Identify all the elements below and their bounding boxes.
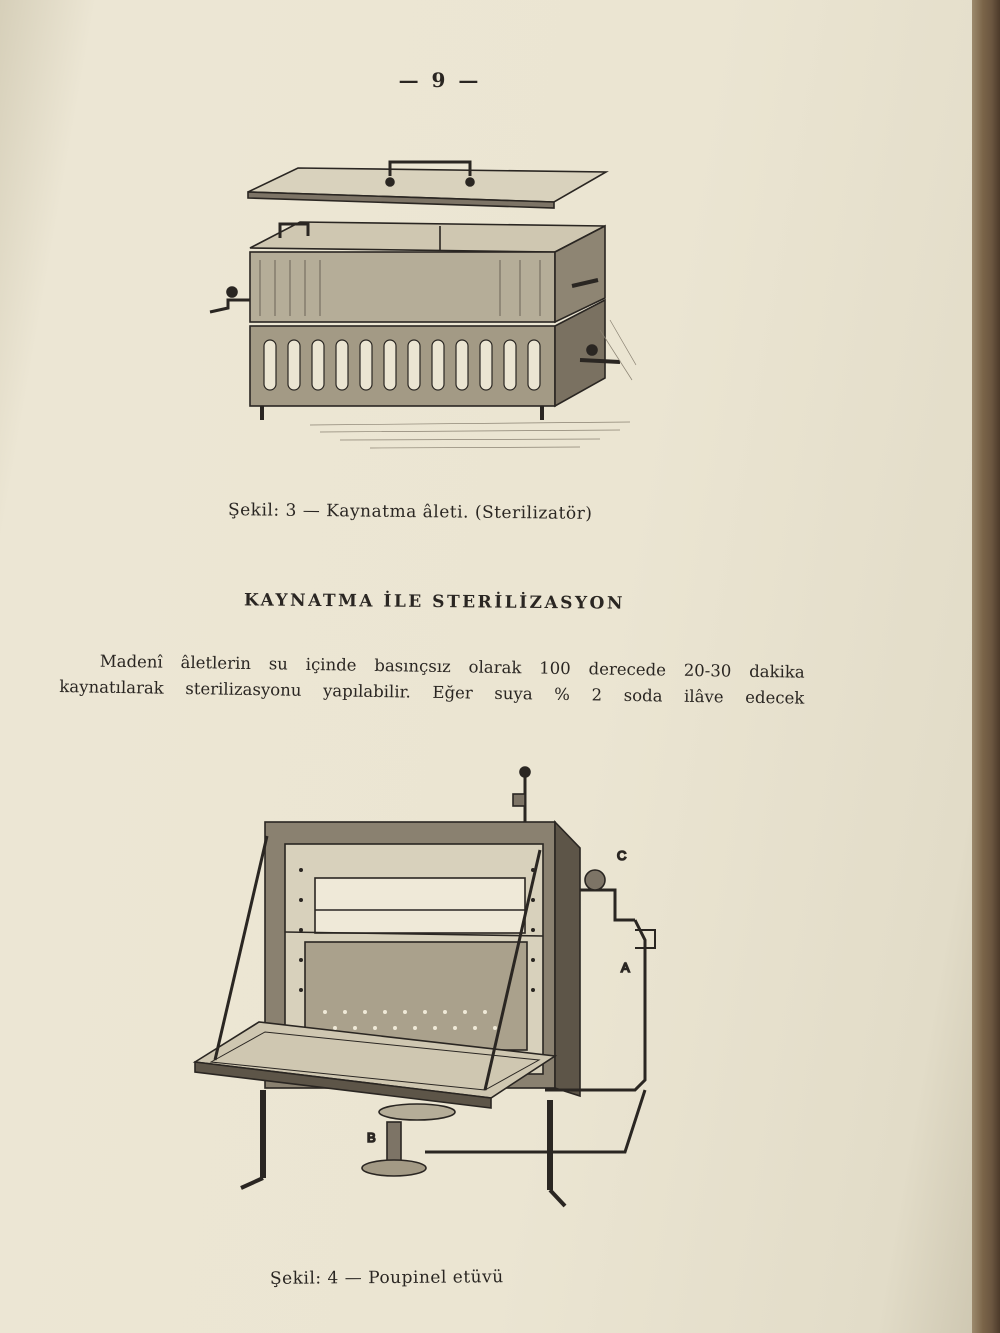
label-c: C [617, 848, 627, 863]
poupinel-oven-illustration [155, 760, 665, 1210]
label-b: B [367, 1130, 376, 1145]
figure-3-text: Kaynatma âleti. (Sterilizatör) [326, 501, 593, 524]
figure-4-text: Poupinel etüvü [368, 1267, 504, 1289]
figure-4-dash: — [344, 1268, 363, 1289]
body-line-2: kaynatılarak sterilizasyonu yapılabilir. Eğer suya % 2 soda ilâve edecek [59, 676, 805, 708]
body-line-1: Madenî âletlerin su içinde basınçsız olarak 100 derecede 20-30 dakika [99, 651, 805, 682]
label-a: A [621, 960, 630, 975]
section-title: KAYNATMA İLE STERİLİZASYON [243, 590, 626, 614]
page-number: — 9 — [398, 68, 482, 92]
figure-3-dash: — [302, 500, 321, 522]
figure-3-label: Şekil: 3 [227, 500, 297, 521]
figure-4-label: Şekil: 4 [269, 1268, 339, 1289]
book-spine [972, 0, 1000, 1333]
sterilizer-illustration [200, 150, 640, 470]
figure-4-caption [270, 1267, 504, 1289]
figure-3-caption [228, 500, 593, 524]
